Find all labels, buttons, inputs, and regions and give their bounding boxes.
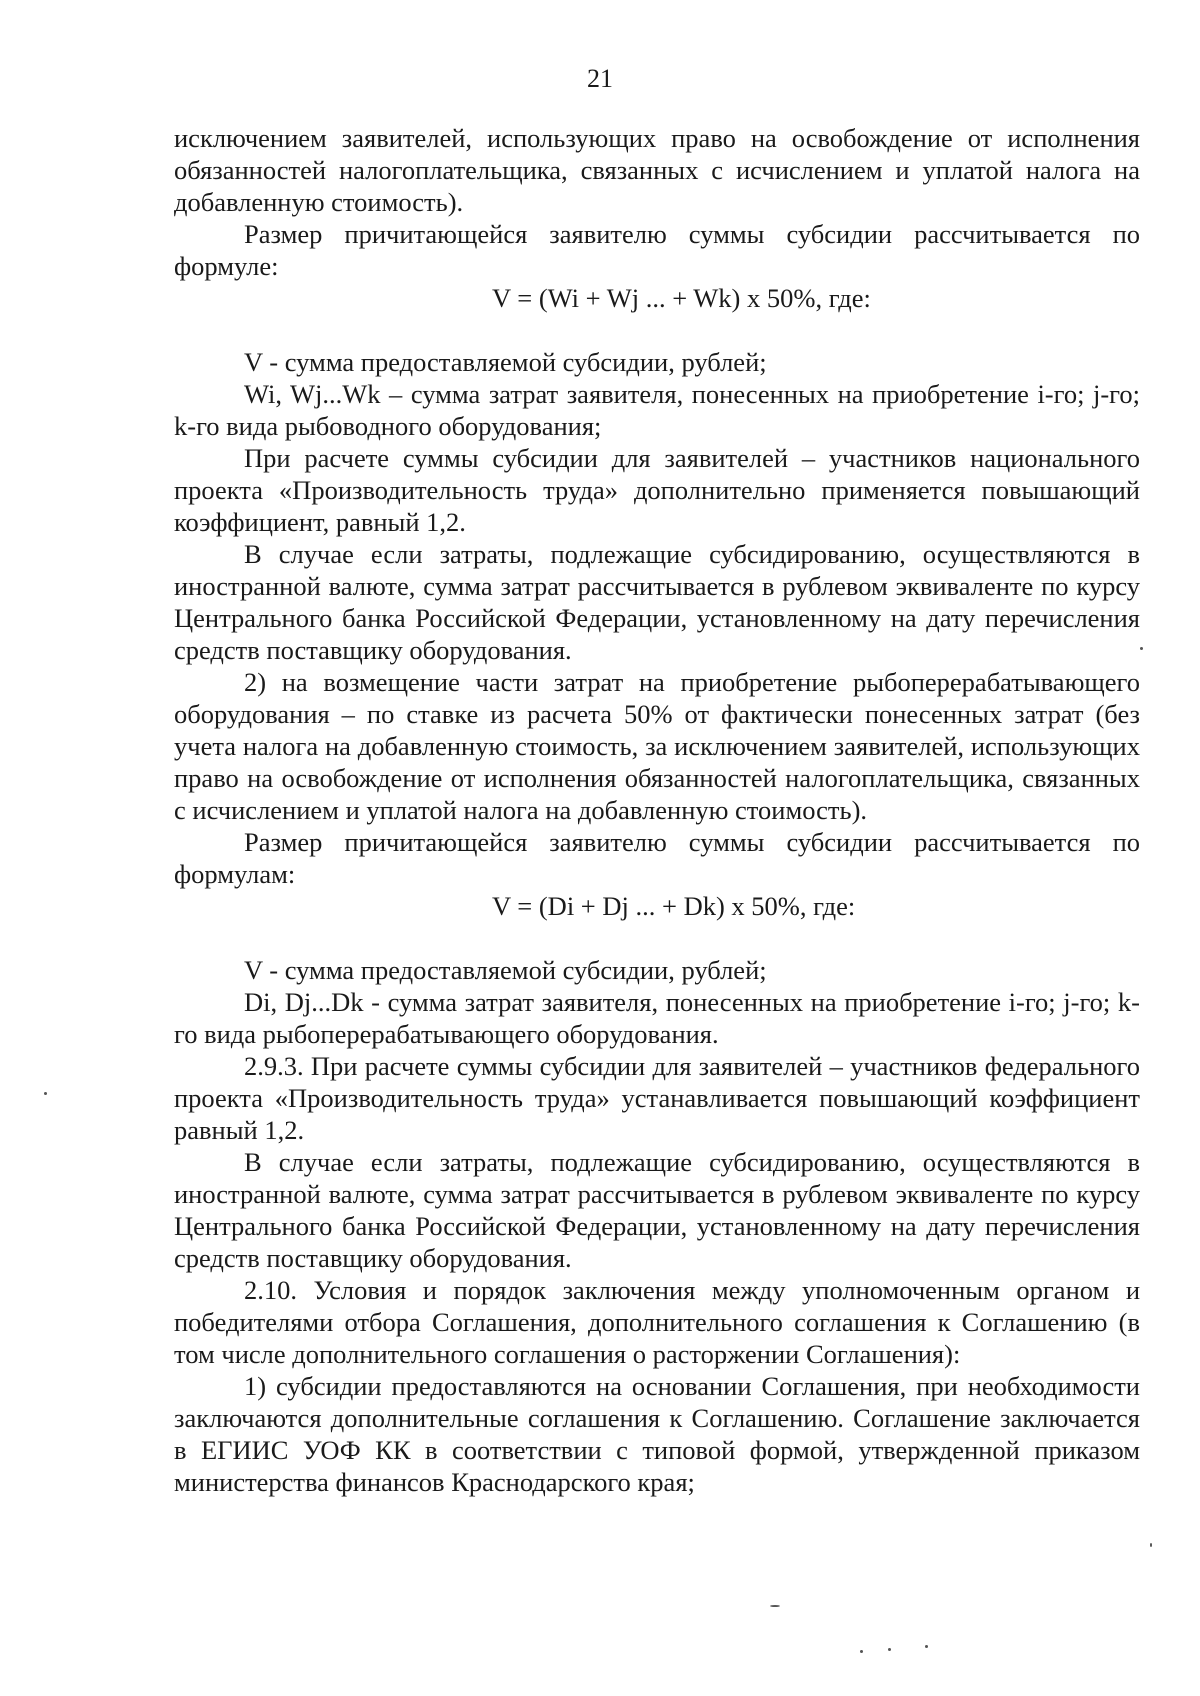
scan-speck	[925, 1645, 928, 1648]
paragraph-coefficient-1: При расчете суммы субсидии для заявителей – участников национального проекта «Производительность труда» дополнительно применяется повышающий коэффициент, равный 1,2.	[174, 443, 1140, 537]
scan-speck	[888, 1648, 891, 1651]
scan-speck	[770, 1605, 780, 1607]
paragraph-item-2: 2) на возмещение части затрат на приобретение рыбоперерабатывающего оборудования – по ставке из расчета 50% от фактически понесенных затрат (без учета налога на добавленную стоимость, за исключением заявителей, использующих право на освобождение от исполнения обязанностей налогоплательщика, связанных с исчислением и уплатой налога на добавленную стоимость).	[174, 667, 1140, 825]
paragraph-currency-2: В случае если затраты, подлежащие субсидированию, осуществляются в иностранной валюте, сумма затрат рассчитывается в рублевом эквиваленте по курсу Центрального банка Российской Федерации, установленному на дату перечисления средств поставщику оборудования.	[174, 1147, 1140, 1273]
scan-speck	[860, 1650, 863, 1653]
document-body	[174, 122, 1140, 1498]
paragraph-d-definition: Di, Dj...Dk - сумма затрат заявителя, понесенных на приобретение i-го; j-го; k-го вида рыбоперерабатывающего оборудования.	[174, 987, 1140, 1049]
paragraph-v-definition-1: V - сумма предоставляемой субсидии, рублей;	[244, 347, 767, 377]
scan-speck	[44, 1092, 47, 1095]
paragraph-formula-intro-1: Размер причитающейся заявителю суммы субсидии рассчитывается по формуле:	[174, 219, 1140, 281]
paragraph-v-definition-2: V - сумма предоставляемой субсидии, рублей;	[244, 955, 767, 985]
paragraph-continuation: исключением заявителей, использующих право на освобождение от исполнения обязанностей налогоплательщика, связанных с исчислением и уплатой налога на добавленную стоимость).	[174, 123, 1140, 217]
paragraph-2-10: 2.10. Условия и порядок заключения между уполномоченным органом и победителями отбора Соглашения, дополнительного соглашения к Соглашению (в том числе дополнительного соглашения о расторжении Соглашения):	[174, 1275, 1140, 1369]
scan-speck	[1140, 647, 1143, 650]
formula-2: V = (Di + Dj ... + Dk) x 50%, где:	[492, 891, 856, 921]
paragraph-currency-1: В случае если затраты, подлежащие субсидированию, осуществляются в иностранной валюте, сумма затрат рассчитывается в рублевом эквиваленте по курсу Центрального банка Российской Федерации, установленному на дату перечисления средств поставщику оборудования.	[174, 539, 1140, 665]
paragraph-2-9-3: 2.9.3. При расчете суммы субсидии для заявителей – участников федерального проекта «Производительность труда» устанавливается повышающий коэффициент равный 1,2.	[174, 1051, 1140, 1145]
page-number: 21	[587, 64, 613, 93]
scan-speck	[1150, 1543, 1152, 1547]
paragraph-formula-intro-2: Размер причитающейся заявителю суммы субсидии рассчитывается по формулам:	[174, 827, 1140, 889]
paragraph-2-10-item-1: 1) субсидии предоставляются на основании Соглашения, при необходимости заключаются дополнительные соглашения к Соглашению. Соглашение заключается в ЕГИИС УОФ КК в соответствии с типовой формой, утвержденной приказом министерства финансов Краснодарского края;	[174, 1371, 1140, 1497]
formula-1: V = (Wi + Wj ... + Wk) x 50%, где:	[492, 283, 871, 313]
paragraph-w-definition: Wi, Wj...Wk – сумма затрат заявителя, понесенных на приобретение i-го; j-го; k-го вида рыбоводного оборудования;	[174, 379, 1140, 441]
